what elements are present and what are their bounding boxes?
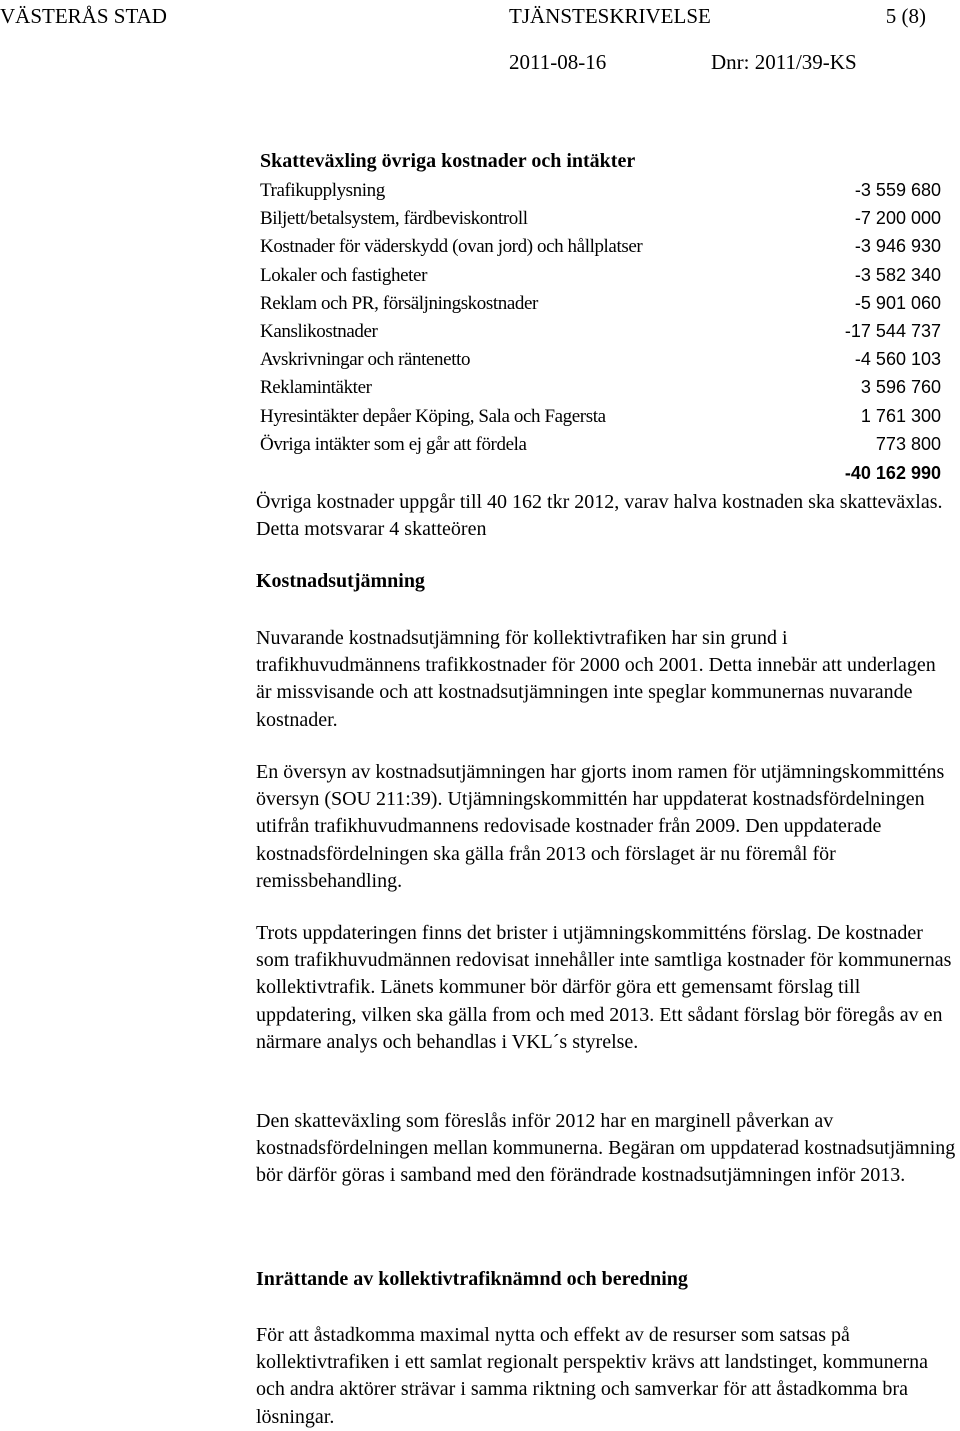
- table-total: -40 162 990: [844, 463, 941, 483]
- row-value: -3 559 680: [854, 180, 941, 200]
- summary-paragraph: [256, 489, 956, 543]
- paragraph-text: Nuvarande kostnadsutjämning för kollektivtrafiken har sin grund i trafikhuvudmännens trafikkostnader för 2000 och 2001. Detta innebär att underlagen är missvisande och att kostnadsutjämningen inte speglar kommunernas nuvarande kostnader.: [256, 627, 936, 731]
- body-paragraph: [256, 625, 956, 734]
- table-row: [260, 207, 941, 235]
- header-document-type: TJÄNSTESKRIVELSE: [509, 4, 711, 28]
- row-label: Trafikupplysning: [260, 180, 385, 201]
- table-row: [260, 264, 941, 292]
- header-date: 2011-08-16: [509, 50, 607, 74]
- body-paragraph: [256, 759, 956, 895]
- row-label: Reklamintäkter: [260, 377, 372, 399]
- row-label: Hyresintäkter depåer Köping, Sala och Fagersta: [260, 405, 606, 427]
- table-title: Skatteväxling övriga kostnader och intäkter: [260, 150, 636, 172]
- paragraph-text: Den skatteväxling som föreslås inför 2012 har en marginell påverkan av kostnadsfördelningen mellan kommunerna. Begäran om uppdaterad kostnadsutjämning bör därför göras i samband med den förändrade kostnadsutjämningen inför 2013.: [256, 1110, 956, 1187]
- paragraph-text: Övriga kostnader uppgår till 40 162 tkr 2012, varav halva kostnaden ska skatteväxlas. Detta motsvarar 4 skatteören: [256, 491, 943, 541]
- row-label: Biljett/betalsystem, färdbeviskontroll: [260, 208, 528, 230]
- row-value: -5 901 060: [854, 292, 941, 313]
- row-label: Reklam och PR, försäljningskostnader: [260, 292, 538, 314]
- table-row: [260, 376, 941, 404]
- header-organization: VÄSTERÅS STAD: [0, 4, 167, 28]
- body-paragraph: [256, 920, 956, 1056]
- row-label: Avskrivningar och räntenetto: [260, 349, 471, 371]
- row-value: -7 200 000: [854, 208, 941, 229]
- header-page-number: 5 (8): [885, 4, 926, 28]
- body-paragraph: [256, 1322, 956, 1431]
- table-row: [260, 292, 941, 320]
- row-value: -17 544 737: [844, 320, 941, 341]
- paragraph-text: Trots uppdateringen finns det brister i utjämningskommitténs förslag. De kostnader som trafikhuvudmännen redovisat innehåller inte samtliga kostnader för kommunernas kollektivtrafik. Länets kommuner bör därför göra ett gemensamt förslag till uppdatering, vilken ska gälla from och med 2013. Ett sådant förslag bör föregås av en närmare analys och behandlas i VKL´s styrelse.: [256, 922, 952, 1053]
- section-heading: Kostnadsutjämning: [256, 570, 425, 592]
- table-row: [260, 179, 941, 207]
- header-diary-number: Dnr: 2011/39-KS: [711, 50, 857, 74]
- row-label: Övriga intäkter som ej går att fördela: [260, 433, 527, 455]
- table-row: [260, 348, 941, 376]
- row-label: Kanslikostnader: [260, 320, 378, 342]
- row-value: -4 560 103: [854, 349, 941, 370]
- row-value: -3 946 930: [854, 236, 941, 257]
- paragraph-text: För att åstadkomma maximal nytta och effekt av de resurser som satsas på kollektivtrafiken i ett samlat regionalt perspektiv krävs att landstinget, kommunerna och andra aktörer strävar i samma riktning och samverkar för att åstadkomma bra lösningar.: [256, 1324, 929, 1428]
- row-value: 1 761 300: [860, 405, 941, 426]
- row-label: Lokaler och fastigheter: [260, 264, 427, 286]
- row-value: -3 582 340: [854, 264, 941, 285]
- body-paragraph: [256, 1108, 956, 1190]
- row-value: 773 800: [875, 433, 941, 454]
- table-row: [260, 433, 941, 461]
- paragraph-text: En översyn av kostnadsutjämningen har gjorts inom ramen för utjämningskommitténs översyn (SOU 211:39). Utjämningskommittén har uppdaterat kostnadsfördelningen utifrån trafikhuvudmannens redovisade kostnader från 2009. Den uppdaterade kostnadsfördelningen ska gälla från 2013 och förslaget är nu föremål för remissbehandling.: [256, 761, 945, 892]
- table-row: [260, 405, 941, 433]
- section-heading: Inrättande av kollektivtrafiknämnd och beredning: [256, 1268, 688, 1290]
- row-label: Kostnader för väderskydd (ovan jord) och hållplatser: [260, 236, 643, 258]
- cost-table: [260, 179, 941, 461]
- table-row: [260, 235, 941, 263]
- table-row: [260, 320, 941, 348]
- row-value: 3 596 760: [860, 377, 941, 398]
